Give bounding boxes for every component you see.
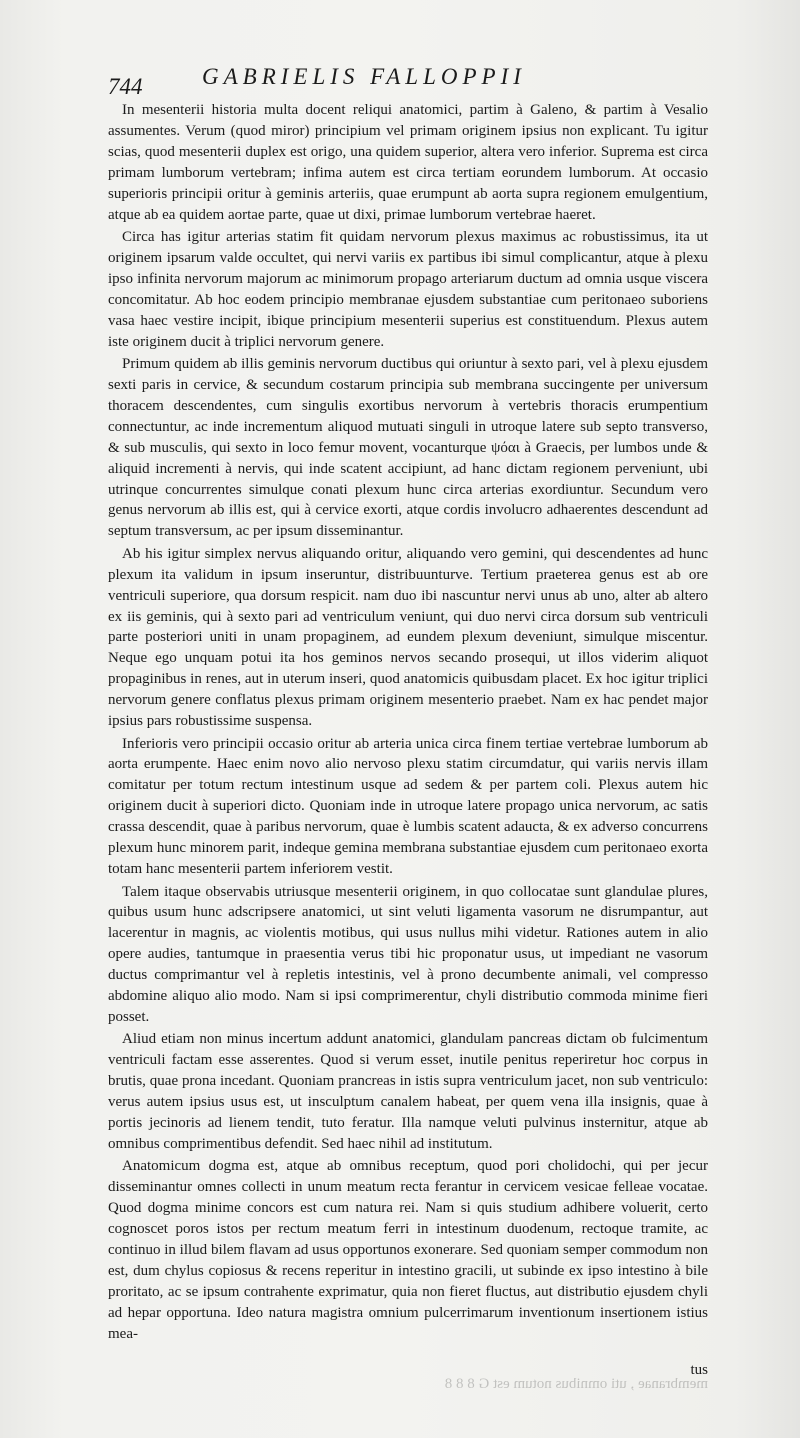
paragraph: Talem itaque observabis utriusque mesenterii originem, in quo collocatae sunt glandulae plures, quibus usum hunc adscripsere anatomici, ut sint veluti ligamenta vasorum ne disrumpantur, aut lacerentur in magnis, ac violentis motibus, qui usus nullus mihi videtur. Rationes autem in alio opere audies, tantumque in praesentia verus tibi hic proponatur usus, ut impediant ne vasorum ductus comprimantur vel à repletis intestinis, vel à prono decumbente animali, vel compresso abdomine aliquo alio modo. Nam si ipsi comprimerentur, chyli distributio commoda minime fieri posset. — [108, 883, 708, 1025]
paragraph: Ab his igitur simplex nervus aliquando oritur, aliquando vero gemini, qui descendentes ad hunc plexum ita validum in ipsum inseruntur, distribuunturve. Tertium praeterea genus est ab ore ventriculi superiore, qua dorsum respicit. nam duo ibi nascuntur nervi unus ab uno, alter ab altero ex iis geminis, qui à sexto pari ad ventriculum veniunt, qui duo nervi circa dorsum sub ventriculi parte posteriori uniti in unam propaginem, ad eundem plexum deveniunt, simulque miscentur. Neque ego unquam potui ita hos geminos nervos secando prosequi, ut illos viderim aliquot propaginibus in renes, aut in uterum inseri, quod anatomicis quibusdam placet. Ex hoc igitur triplici nervorum genere conflatus plexus primam originem mesenterio praebet. Nam ex hac pendet major ipsius pars robustissime suspensa. — [108, 545, 708, 730]
paragraph: Primum quidem ab illis geminis nervorum ductibus qui oriuntur à sexto pari, vel à plexu ejusdem sexti paris in cervice, & secundum costarum principia sub membrana succingente per universum thoracem descendentes, cum singulis exortibus nervorum à vertebris thoracis erumpentium connectuntur, ac inde incrementum aliquod mutuati singuli in utroque latere sub septo transverso, & sub musculis, qui sexto in loco femur movent, vocanturque ψόαι à Graecis, per lumbos unde & aliquid incrementi à nervis, qui inde scatent accipiunt, ad hanc dictam regionem perveniunt, ubi utrinque concurrentes simulque conati plexum hunc circa arterias exordiuntur. Secundum vero genus nervorum ab illis est, qui à cervice exorti, atque cordis involucro adhaerentes descendunt ad septum transversum, ac per ipsum disseminantur. — [108, 356, 708, 540]
bleed-through-text: membranae , uti omnibus notum est G 8 8 8 — [444, 1376, 708, 1392]
body-text — [108, 100, 708, 1350]
paragraph: In mesenterii historia multa docent reliqui anatomici, partim à Galeno, & partim à Vesalio assumentes. Verum (quod miror) principium vel primam originem ipsius non explicant. Tu igitur scias, quod mesenterii duplex est origo, una quidem superior, altera vero inferior. Suprema est circa primam lumborum vertebram; infima autem est circa tertiam eorundem lumborum. At occasio superioris principii oritur à geminis arteriis, quae erumpunt ab aorta supra regionem emulgentium, atque ab ea quidem aortae parte, quae ut dixi, primae lumborum vertebrae haeret. — [108, 102, 708, 223]
page-header — [108, 58, 708, 98]
page-number: 744 — [108, 74, 143, 99]
paragraph: Aliud etiam non minus incertum addunt anatomici, glandulam pancreas dictam ob fulcimentum ventriculi factam esse asserentes. Quod si verum esset, inutile penitus reperiretur hoc corpus in brutis, quae prona incedant. Quoniam prancreas in istis supra ventriculum jacet, non sub ventriculo: verus autem ipsius usus est, ut insculptum canalem habeat, per quem vena illa insignis, quae à portis jecinoris ad lienem tendit, tuto feratur. Illa namque veluti pulvinus insternitur, atque ab omnibus comprimentibus defendit. Sed haec nihil ad institutum. — [108, 1031, 708, 1152]
running-title: GABRIELIS FALLOPPII — [202, 64, 526, 89]
paragraph: Anatomicum dogma est, atque ab omnibus receptum, quod pori cholidochi, qui per jecur disseminantur omnes collecti in unum meatum recta ferantur in cervicem vesicae felleae vocatae. Quod dogma minime concors est cum natura rei. Nam si quis studium adhibere voluerit, certo cognoscet poros istos per rectum meatum ferri in intestinum duodenum, rectoque tramite, ac continuo in illud bilem flavam ad usus opportunos exonerare. Sed quoniam semper commodum non est, dum chylus copiosus & recens reperitur in intestino gracili, ut subinde ex ipso intestino à bile proritato, ac se ipsum contrahente exprimatur, quia non fieret fluctus, aut distributio ejusdem chyli ad hepar opportuna. Ideo natura magistra omnium pulcerrimarum inventionum insertionem istius mea- — [108, 1158, 708, 1342]
paragraph: Inferioris vero principii occasio oritur ab arteria unica circa finem tertiae vertebrae lumborum ab aorta erumpente. Haec enim novo alio nervoso plexu statim circumdatur, qui variis nervis illam comitatur per totum rectum intestinum usque ad sedem & per partem coli. Plexus autem hic originem ducit à superiori dicto. Quoniam inde in utroque latere propago unica nervorum, ac satis crassa descendit, quae à paribus nervorum, quae è lumbis scatent adaucta, & ex adverso concurrens plexum hunc minorem parit, indeque gemina membrana substantiae ejusdem cum peritonaeo exorta totam hanc mesenterii partem inferiorem vestit. — [108, 735, 708, 877]
paragraph: Circa has igitur arterias statim fit quidam nervorum plexus maximus ac robustissimus, ita ut originem ipsarum valde occultet, qui nervi variis ex partibus ibi simul complicantur, atque à plexu ipso infinita nervorum majorum ac minimorum propago arteriarum ductum ad omnia usque viscera concomitatur. Ab hoc eodem principio membranae ejusdem substantiae cum peritonaeo suboriens vasa haec vestire incipit, ibique principium mesenterii superius est constituendum. Plexus autem iste originem ducit à triplici nervorum genere. — [108, 229, 708, 350]
catchword: tus — [690, 1362, 708, 1378]
